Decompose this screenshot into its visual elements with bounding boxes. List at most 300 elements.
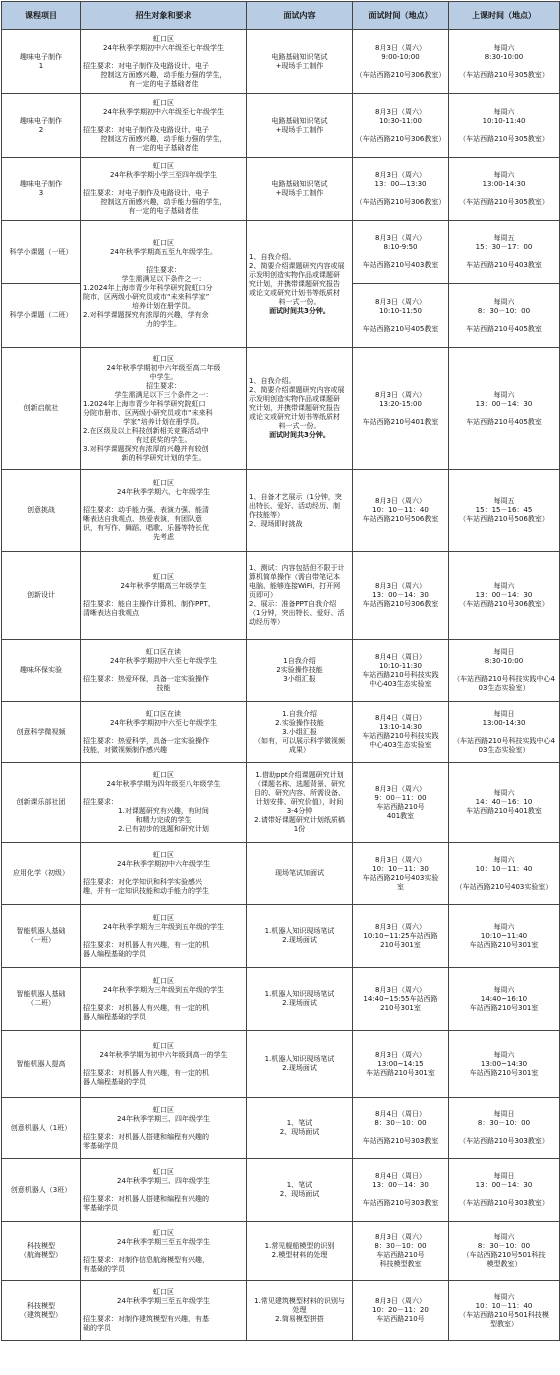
course-name [2, 1281, 81, 1341]
requirements-cell [81, 552, 247, 640]
cell-line: 算机简单操作（需自带笔记本 [249, 573, 340, 581]
cell-line: 1.常见舰船模型的识别 [264, 1242, 335, 1250]
class-time-cell [449, 763, 560, 843]
cell-line: 虹口区 [153, 354, 174, 363]
cell-line: 虹口区 [153, 851, 174, 859]
cell-line: 每周五 [493, 497, 515, 505]
interview-content-cell [247, 905, 353, 968]
cell-line: 学生需满足以下三个条件之一： [114, 390, 213, 399]
cell-line: （车站西路210号305教室） [459, 198, 549, 206]
cell-line: （车站西路210号501科技 [462, 1251, 546, 1259]
requirements-cell [81, 843, 247, 905]
cell-line: 每周六 [493, 297, 515, 306]
cell-line: 招生要求：对机器人有兴趣，有一定的机 [83, 940, 209, 949]
interview-content-cell [247, 640, 353, 702]
interview-time-cell [353, 640, 449, 702]
interview-time-cell [353, 284, 449, 348]
cell-line: 电路基础知识笔试 [271, 180, 328, 188]
course-name [2, 30, 81, 94]
cell-line: 1、笔试 [286, 1181, 313, 1189]
cell-line: 13:00~14:30 [480, 1059, 528, 1068]
cell-line: 8月3日（周六） [375, 43, 426, 52]
cell-line: 2.现场面试 [282, 936, 317, 944]
header-requirements: 招生对象和要求 [81, 2, 247, 30]
interview-content-cell [247, 94, 353, 158]
cell-line: 器人编程基础的学员 [83, 949, 146, 958]
cell-line: 13：00－14：30 [475, 1181, 533, 1189]
course-name-line: 创新课乐部社团 [16, 798, 66, 806]
interview-time-cell [353, 1098, 449, 1159]
cell-line: （车站西路210号306教室） [459, 600, 549, 608]
class-time-cell [449, 348, 560, 470]
cell-line: （课题名称、选题背景、研究 [254, 780, 345, 788]
table-row [2, 1031, 560, 1098]
cell-line: 中心403生态实验室 [369, 741, 432, 749]
table-row [2, 640, 560, 702]
cell-line: （车站西路210号501科技模 [459, 1310, 549, 1319]
cell-line: 虹口区 [153, 1041, 174, 1050]
header-interview-time: 面试时间（地点） [353, 2, 449, 30]
cell-line: 处理 [292, 1306, 307, 1314]
table-row [2, 905, 560, 968]
interview-time-cell [353, 158, 449, 221]
cell-line: 1.2024年上海市青少年科学研究院虹口分 [83, 284, 213, 292]
cell-line: 培养计划在册学员。 [132, 302, 195, 310]
course-name-line: 创新设计 [27, 591, 55, 599]
cell-line: 础的学员 [83, 1324, 111, 1332]
requirements-cell [81, 94, 247, 158]
class-time-cell [449, 221, 560, 284]
requirements-cell [81, 1281, 247, 1341]
class-time-cell [449, 470, 560, 552]
cell-line: 每周六 [493, 1050, 515, 1059]
interview-content-cell [247, 470, 353, 552]
cell-line: 8月3日（周六） [375, 390, 426, 399]
cell-line: 招生要求：对制作建筑模型有兴趣，有基 [83, 1315, 209, 1323]
table-row [2, 843, 560, 905]
interview-content-cell [247, 221, 353, 348]
cell-line [355, 189, 446, 198]
cell-line: 1、自我介绍。 [249, 252, 296, 261]
cell-line: 每周日 [493, 648, 515, 656]
cell-line: 13:00-14:30 [482, 718, 526, 727]
interview-time-cell [353, 348, 449, 470]
cell-line: +现场手工制作 [275, 125, 324, 134]
cell-line [451, 316, 557, 325]
header-course: 课程项目 [2, 2, 81, 30]
cell-line: 3.小组汇报 [282, 727, 317, 736]
cell-line [83, 180, 244, 189]
header-interview-content: 面试内容 [247, 2, 353, 30]
cell-line: 8月3日（周六） [375, 1297, 426, 1305]
course-name-line: 3 [38, 189, 44, 197]
cell-line: 10:10~11:40 [480, 931, 528, 940]
cell-line: 8月4日（周日） [375, 652, 426, 661]
cell-line: 24年秋季学期初中六年级至七年级学生 [103, 107, 224, 116]
cell-line [451, 874, 557, 883]
cell-line [83, 869, 244, 878]
class-time-cell [449, 284, 560, 348]
cell-line: 究计划，并携带课题研究报告 [249, 279, 340, 288]
cell-line: 每周六 [493, 855, 515, 864]
table-row [2, 470, 560, 552]
cell-line [83, 728, 244, 737]
interview-time-cell [353, 221, 449, 284]
cell-line: 13：00—13:30 [374, 180, 427, 188]
cell-line [355, 1128, 446, 1137]
cell-line: 13:20-15:00 [379, 399, 422, 408]
cell-line: 8月3日（周六） [375, 297, 426, 306]
table-row [2, 348, 560, 470]
course-name [2, 158, 81, 221]
course-name [2, 552, 81, 640]
cell-line: 虹口区 [153, 1167, 174, 1176]
cell-line: 虹口区 [153, 1288, 174, 1296]
cell-line: 模型教室） [486, 1260, 522, 1268]
interview-time-cell [353, 763, 449, 843]
cell-line: 出特长、爱好、活动经历、制 [249, 501, 340, 510]
cell-line: 虹口区在读 [146, 709, 181, 718]
course-name-line: 趣味电子制作 [20, 52, 62, 61]
table-row [2, 1159, 560, 1222]
cell-line: 24年秋季学期为三年级到五年级的学生 [103, 922, 224, 931]
class-time-cell [449, 702, 560, 763]
requirements-cell [81, 30, 247, 94]
interview-content-cell [247, 348, 353, 470]
cell-line: 10：10－11：30 [372, 864, 429, 873]
cell-line: 车站西路210号405教室 [362, 324, 439, 333]
cell-line: 1.对课题研究有兴趣，有时间 [118, 807, 209, 815]
cell-line: 1.机器人知识现场笔试 [264, 927, 335, 935]
interview-content-cell [247, 763, 353, 843]
cell-line: 车站西路210号301室 [469, 940, 539, 949]
cell-line: 2、简要介绍课题研究内容或展 [249, 261, 345, 270]
cell-line: 24年秋季学期初中六年级至高二年级 [106, 363, 221, 372]
course-name [2, 284, 81, 348]
cell-line: 2.现场面试 [282, 1064, 317, 1072]
cell-line: 虹口区 [153, 1105, 174, 1114]
interview-content-cell [247, 843, 353, 905]
cell-line: 8:30-10:00 [484, 52, 524, 61]
cell-line: 每周六 [493, 1292, 515, 1301]
cell-line: 8：30－10：00 [477, 1119, 531, 1127]
cell-line: 零基础学员 [83, 1141, 118, 1150]
cell-line: 有一定的电子基础者佳 [128, 79, 199, 88]
cell-line: 车站西路210号403实验 [362, 873, 439, 882]
course-table [1, 1, 560, 1341]
table-row [2, 221, 560, 284]
cell-line: 每周六 [493, 390, 515, 399]
course-name [2, 1031, 81, 1098]
class-time-cell [449, 1281, 560, 1341]
cell-line: 13:00-14:30 [482, 180, 526, 188]
course-name-line: 趣味电子制作 [20, 180, 62, 188]
cell-line: 电脑、能够连接WiFi、打开网 [249, 582, 341, 590]
cell-line: 动经历等） [249, 618, 284, 626]
cell-line: （车站西路210号306教室） [355, 134, 446, 143]
course-name-line: 创意科学微视频 [16, 727, 66, 736]
cell-line [451, 189, 557, 198]
cell-line: 虹口区 [153, 771, 174, 779]
cell-line: 学生需满足以下条件之一： [121, 275, 206, 283]
cell-line: 招生要求：对电子制作及电路设计、电子 [83, 125, 209, 134]
cell-line: 招生要求：动手能力强、表演力强、能清 [83, 506, 209, 514]
interview-content-cell [247, 1031, 353, 1098]
cell-line: 车站西路210号科技实践 [362, 670, 439, 679]
cell-line: 8：30－10：00 [477, 1242, 531, 1250]
cell-line: （车站西路210号403实验室） [455, 882, 553, 891]
course-name [2, 94, 81, 158]
cell-line: 8月4日（周日） [375, 1110, 426, 1118]
cell-line: 招生要求：对机器人有兴趣，有一定的机 [83, 1003, 209, 1012]
cell-line: 每周六 [493, 922, 515, 931]
cell-line: 13:10-14:30 [379, 723, 422, 731]
cell-line: 2.现场面试 [282, 999, 317, 1007]
cell-line: 8月3日（周六） [375, 107, 426, 116]
cell-line: 8月3日（周六） [375, 922, 426, 931]
cell-line [83, 1124, 244, 1133]
cell-line: 2.对科学课题探究有浓厚的兴趣，学有余 [83, 311, 209, 319]
cell-line: 每周日 [493, 1110, 515, 1118]
cell-line: 3.对科学课题探究有浓厚的兴趣并有较创 [83, 444, 209, 453]
cell-line: （1分钟，突出特长、爱好、活 [249, 609, 345, 617]
course-name-line: 智能机器人提高 [16, 1059, 66, 1068]
interview-content-cell [247, 158, 353, 221]
cell-line: 现场笔试加面试 [275, 869, 324, 877]
cell-line: 每周六 [493, 985, 515, 994]
requirements-cell [81, 221, 247, 348]
cell-line: 8月3日（周六） [375, 234, 426, 242]
cell-line [355, 316, 446, 325]
cell-line: 技能，对微视频制作感兴趣 [83, 745, 167, 754]
cell-line: 目的、研究内容、所需设备、 [254, 789, 345, 797]
course-name-line: 创意机器人（3班） [10, 1185, 72, 1194]
cell-line: 24年秋季学期三至五年级学生 [117, 1237, 210, 1246]
cell-line: 24年秋季学期三至五年级学生 [117, 1297, 210, 1305]
interview-time-cell [353, 30, 449, 94]
cell-line: 先考虑 [153, 533, 174, 541]
cell-line: 分院市册市、区两级小研究员或市“未来科 [83, 408, 213, 417]
cell-line: 10:10-11:40 [482, 116, 526, 125]
cell-line: 2、展示：准备PPT自我介绍 [249, 600, 337, 608]
cell-line: （车站西路210号305教室） [459, 134, 549, 143]
course-name [2, 1098, 81, 1159]
interview-time-cell [353, 843, 449, 905]
cell-line: 13：00－14：30 [475, 399, 533, 408]
cell-line: 1.机器人知识现场笔试 [264, 1055, 335, 1063]
cell-line: 1、自备才艺展示（1分钟，突 [249, 492, 342, 501]
cell-line: 每周日 [493, 709, 515, 718]
course-name [2, 1159, 81, 1222]
cell-line: （车站西路210号303教室） [459, 1199, 549, 1207]
requirements-cell [81, 470, 247, 552]
header-row [2, 2, 560, 30]
class-time-cell [449, 158, 560, 221]
course-name [2, 968, 81, 1031]
cell-line: 每周五 [493, 234, 515, 242]
cell-line: 8月3日（周六） [375, 582, 426, 590]
cell-line: 24年秋季学期高五至九年级学生。 [110, 248, 217, 256]
cell-line [83, 117, 244, 126]
cell-line: 8：30－10：00 [374, 1119, 427, 1127]
requirements-cell [81, 1159, 247, 1222]
requirements-cell [81, 763, 247, 843]
course-name-line: 科技模型 [27, 1242, 55, 1250]
cell-line: 8月3日（周六） [375, 784, 426, 793]
cell-line: 24年秋季学期为三年级到五年级的学生 [103, 985, 224, 994]
cell-line: 料一式一份。 [278, 297, 321, 306]
cell-line: 招生要求：热爱科学，具备一定实验操作 [83, 736, 209, 745]
cell-line: 型教室） [490, 1319, 518, 1328]
cell-line: 2.在区级及以上科技创新相关竞赛活动中 [83, 426, 209, 435]
cell-line: 学家”培养计划在册学员。 [123, 417, 204, 426]
interview-content-cell [247, 1281, 353, 1341]
cell-line: 招生要求： [146, 381, 181, 390]
interview-time-cell [353, 552, 449, 640]
cell-line: 2、现场面试 [279, 1190, 320, 1198]
cell-line: 招生要求：能自主操作计算机、制作PPT、 [83, 600, 215, 608]
cell-line: 招生要求： [83, 798, 118, 806]
cell-line: （车站西路210号303教室） [459, 1137, 549, 1145]
cell-line: +现场手工制作 [275, 189, 324, 197]
cell-line: 面试时间共3分钟。 [269, 306, 330, 315]
table-row [2, 158, 560, 221]
course-name-line: 智能机器人基础 [16, 927, 66, 935]
cell-line: 8月3日（周六） [375, 1233, 426, 1241]
cell-line: 8月4日（周日） [375, 1172, 426, 1180]
cell-line: （车站西路210号306教室） [355, 198, 446, 206]
cell-line: 车站西路210号506教室 [362, 515, 439, 523]
cell-line: 10：10－11：40 [475, 864, 533, 873]
cell-line: 每周六 [493, 171, 515, 179]
cell-line: 控制这方面感兴趣，动手能力强的学生， [100, 134, 227, 143]
cell-line: 13:00~14:15 [377, 1059, 424, 1068]
course-name [2, 1222, 81, 1281]
cell-line: 车站西路210号301室 [469, 1003, 539, 1012]
course-name [2, 702, 81, 763]
cell-line: 车站西路210号306教室 [362, 600, 439, 608]
cell-line: 210号301室 [380, 940, 421, 949]
requirements-cell [81, 1222, 247, 1281]
cell-line: 每周六 [493, 43, 515, 52]
interview-time-cell [353, 1159, 449, 1222]
interview-content-cell [247, 1098, 353, 1159]
cell-line: 虹口区在读 [146, 648, 181, 656]
cell-line [83, 53, 244, 62]
cell-line: 控制这方面感兴趣，动手能力强的学生， [100, 70, 227, 79]
cell-line: 每周六 [493, 1233, 515, 1241]
requirements-cell [81, 905, 247, 968]
class-time-cell [449, 905, 560, 968]
cell-line: 车站西路210号403教室 [466, 261, 542, 269]
course-name-line: （一班） [27, 936, 55, 944]
interview-time-cell [353, 968, 449, 1031]
cell-line: 2.实验操作技能 [275, 718, 324, 727]
class-time-cell [449, 1098, 560, 1159]
cell-line: 1份 [293, 825, 306, 833]
cell-line: 8月4日（周日） [375, 714, 426, 722]
cell-line: 车站西路210号303教室 [362, 1137, 439, 1145]
cell-line: 作技能等） [249, 510, 284, 519]
header-class-time: 上课时间（地点） [449, 2, 560, 30]
cell-line: 1.机器人知识现场笔试 [264, 990, 335, 998]
requirements-cell [81, 158, 247, 221]
cell-line: 器人编程基础的学员 [83, 1077, 146, 1086]
cell-line: 中心403生态实验室 [369, 679, 432, 688]
interview-time-cell [353, 702, 449, 763]
cell-line: 1、笔试 [286, 1119, 313, 1127]
cell-line [83, 1247, 244, 1256]
interview-time-cell [353, 905, 449, 968]
cell-line: （车站西路210号科技实践中心403生态实验室） [453, 675, 555, 692]
cell-line: 24年秋季学期初中六年级学生 [117, 860, 210, 868]
cell-line: 和精力完成的学生 [135, 816, 192, 824]
course-name-line: 2 [38, 125, 44, 134]
cell-line: 14:40~15:55车站西路 [363, 994, 438, 1003]
cell-line: 计划安排、研究价值），时间 [255, 798, 344, 806]
cell-line: 虹口区 [153, 479, 174, 487]
cell-line [355, 1190, 446, 1199]
cell-line [83, 789, 244, 798]
cell-line: 8：30－10：00 [477, 306, 531, 315]
class-time-cell [449, 968, 560, 1031]
cell-line: 9:00-10:00 [381, 52, 420, 61]
course-name-line: 趣味电子制作 [20, 116, 62, 125]
cell-line: 器人编程基础的学员 [83, 1012, 146, 1021]
cell-line: 有一定的电子基础者佳 [128, 143, 199, 152]
cell-line: 招生要求： [146, 266, 181, 274]
cell-line: 清晰表达自我观点 [83, 609, 139, 617]
cell-line: 8月3日（周六） [375, 1050, 426, 1059]
cell-line: 2.模型材料的处理 [271, 1251, 328, 1259]
course-name-line: 趣味环保实验 [20, 666, 62, 674]
cell-line: 招生要求：对机器人有兴趣，有一定的机 [83, 1068, 209, 1077]
class-time-cell [449, 552, 560, 640]
cell-line: 8月3日（周六） [375, 497, 426, 505]
cell-line: 车站西路210号403教室 [362, 261, 439, 269]
cell-line: 13：00－14：30 [475, 591, 533, 599]
cell-line: 成果） [289, 745, 310, 754]
cell-line: 力的学生。 [146, 320, 181, 328]
cell-line: 招生要求：对机器人搭建和编程有兴趣的 [83, 1194, 209, 1203]
cell-line: 识，有写作、舞蹈、唱歌、乐器等特长优 [83, 524, 209, 532]
cell-line [83, 257, 244, 266]
cell-line [83, 1186, 244, 1195]
cell-line: 虹口区 [153, 573, 174, 581]
table-row [2, 763, 560, 843]
cell-line: 10：10－11：40 [372, 506, 429, 514]
cell-line: 15：30－17：00 [475, 243, 533, 251]
course-name-line: 创意机器人（1班） [10, 1123, 72, 1132]
cell-line: 3小组汇报 [283, 675, 316, 683]
course-name-line: 1 [38, 61, 44, 70]
cell-line: 1.2024年上海市青少年科学研究院虹口 [83, 399, 206, 408]
cell-line: 虹口区 [153, 34, 174, 43]
cell-line: 车站西路210号 [376, 1315, 425, 1323]
cell-line: 24年秋季学期初中六至七年级学生 [110, 718, 217, 727]
class-time-cell [449, 843, 560, 905]
cell-line: 虹口区 [153, 1228, 174, 1237]
cell-line: 招生要求：对电子制作及电路设计、电子 [83, 61, 209, 70]
cell-line: 1.自我介绍 [282, 709, 317, 718]
table-row [2, 702, 560, 763]
cell-line [355, 62, 446, 71]
cell-line: 车站西路210号405教室 [466, 324, 542, 333]
course-name-line: 科技模型 [27, 1301, 55, 1310]
cell-line: 晰表达自我观点、热爱表演，有团队意 [83, 515, 202, 523]
interview-content-cell [247, 552, 353, 640]
table-row [2, 1098, 560, 1159]
